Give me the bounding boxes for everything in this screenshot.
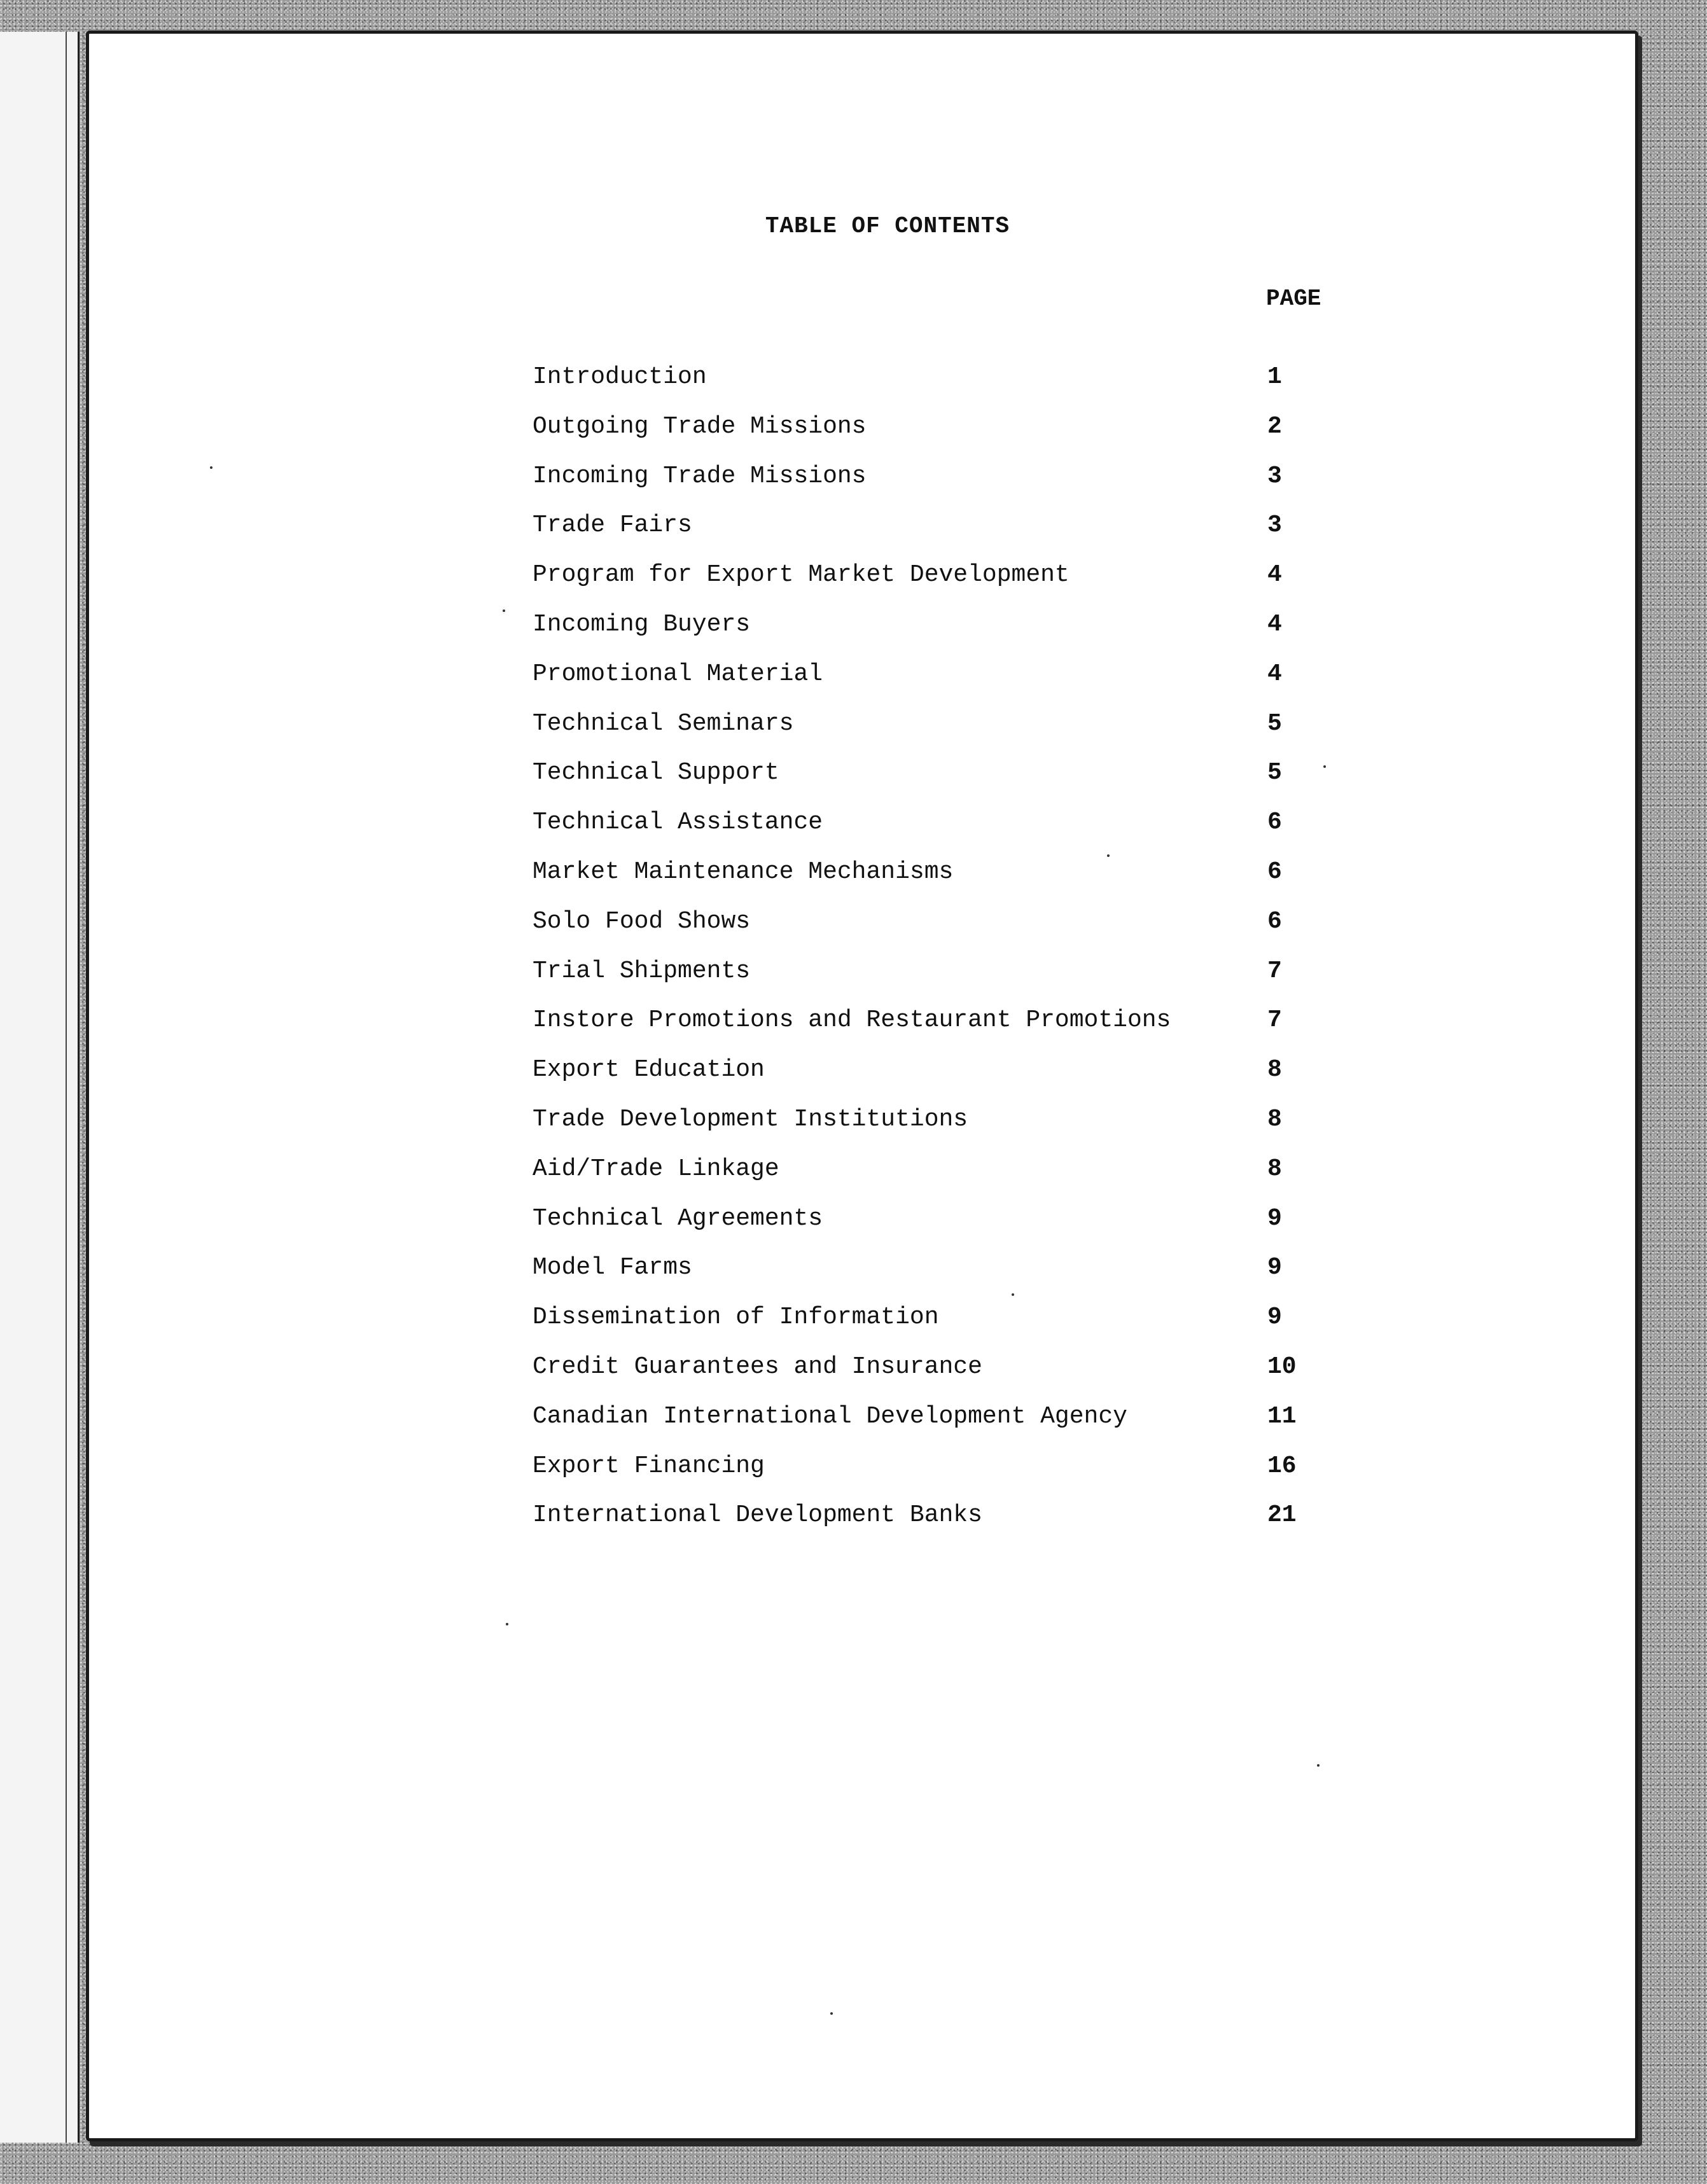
toc-entry-page: 6 bbox=[1267, 809, 1282, 837]
toc-entry-title: Program for Export Market Development bbox=[533, 561, 1069, 589]
toc-entry-title: Outgoing Trade Missions bbox=[533, 412, 867, 440]
toc-entry-title: Aid/Trade Linkage bbox=[533, 1155, 779, 1183]
toc-entry-title: Technical Agreements bbox=[533, 1204, 823, 1232]
toc-entry bbox=[533, 408, 1360, 457]
toc-entry bbox=[533, 1496, 1360, 1546]
scan-speck bbox=[830, 2012, 833, 2015]
toc-entry bbox=[533, 1249, 1360, 1298]
toc-entry-title: Dissemination of Information bbox=[533, 1304, 939, 1332]
toc-entry-title: Trade Fairs bbox=[533, 511, 692, 539]
toc-entry-page: 5 bbox=[1267, 709, 1282, 737]
toc-entry bbox=[533, 556, 1360, 606]
toc-entry bbox=[533, 1150, 1360, 1200]
toc-entry-page: 4 bbox=[1267, 610, 1282, 638]
toc-entry-title: International Development Banks bbox=[533, 1501, 982, 1529]
toc-entry-page: 8 bbox=[1267, 1056, 1282, 1084]
toc-entry-page: 10 bbox=[1267, 1353, 1297, 1381]
toc-entry-title: Trade Development Institutions bbox=[533, 1105, 968, 1133]
toc-entry-title: Incoming Trade Missions bbox=[533, 462, 867, 490]
toc-entry-page: 3 bbox=[1267, 462, 1282, 490]
toc-list bbox=[533, 358, 1360, 1546]
toc-entry bbox=[533, 1001, 1360, 1051]
toc-entry-title: Canadian International Development Agency bbox=[533, 1402, 1127, 1430]
toc-entry-title: Trial Shipments bbox=[533, 957, 751, 985]
toc-entry-page: 8 bbox=[1267, 1105, 1282, 1133]
toc-entry bbox=[533, 1447, 1360, 1497]
toc-entry bbox=[533, 803, 1360, 853]
toc-entry-page: 4 bbox=[1267, 660, 1282, 688]
toc-entry bbox=[533, 1101, 1360, 1150]
toc-entry bbox=[533, 952, 1360, 1002]
toc-entry bbox=[533, 1298, 1360, 1348]
toc-entry-page: 3 bbox=[1267, 511, 1282, 539]
toc-entry-page: 7 bbox=[1267, 957, 1282, 985]
page-title: TABLE OF CONTENTS bbox=[765, 213, 1010, 239]
toc-entry-title: Credit Guarantees and Insurance bbox=[533, 1353, 982, 1381]
toc-entry-page: 9 bbox=[1267, 1254, 1282, 1282]
toc-entry-title: Technical Seminars bbox=[533, 709, 794, 737]
scan-speck bbox=[503, 609, 505, 612]
binding-edge bbox=[0, 32, 80, 2143]
toc-entry bbox=[533, 1348, 1360, 1398]
toc-entry bbox=[533, 506, 1360, 556]
toc-entry-page: 9 bbox=[1267, 1304, 1282, 1332]
toc-entry-title: Export Education bbox=[533, 1056, 765, 1084]
toc-entry-title: Market Maintenance Mechanisms bbox=[533, 858, 954, 886]
page-column-header: PAGE bbox=[1266, 286, 1321, 312]
toc-entry-page: 11 bbox=[1267, 1402, 1297, 1430]
toc-entry-title: Model Farms bbox=[533, 1254, 692, 1282]
toc-entry bbox=[533, 1200, 1360, 1249]
toc-entry-page: 8 bbox=[1267, 1155, 1282, 1183]
toc-entry bbox=[533, 705, 1360, 755]
toc-entry-title: Instore Promotions and Restaurant Promotions bbox=[533, 1006, 1171, 1034]
toc-entry-title: Technical Assistance bbox=[533, 809, 823, 837]
toc-entry bbox=[533, 853, 1360, 903]
toc-entry-title: Promotional Material bbox=[533, 660, 823, 688]
scan-speck bbox=[506, 1623, 508, 1625]
toc-entry-title: Solo Food Shows bbox=[533, 907, 751, 935]
toc-entry bbox=[533, 1051, 1360, 1101]
scan-speck bbox=[1107, 854, 1110, 857]
toc-entry bbox=[533, 606, 1360, 655]
scan-speck bbox=[210, 466, 213, 469]
scan-speck bbox=[1012, 1293, 1014, 1296]
scan-speck bbox=[1317, 1764, 1320, 1767]
toc-entry-page: 9 bbox=[1267, 1204, 1282, 1232]
toc-entry-page: 5 bbox=[1267, 759, 1282, 787]
toc-entry-page: 2 bbox=[1267, 412, 1282, 440]
toc-entry bbox=[533, 1398, 1360, 1447]
toc-entry-page: 1 bbox=[1267, 363, 1282, 391]
scan-speck bbox=[1323, 765, 1326, 768]
toc-entry-page: 6 bbox=[1267, 907, 1282, 935]
toc-entry-page: 7 bbox=[1267, 1006, 1282, 1034]
toc-entry bbox=[533, 358, 1360, 408]
toc-entry-page: 6 bbox=[1267, 858, 1282, 886]
toc-entry-page: 16 bbox=[1267, 1452, 1297, 1480]
toc-entry bbox=[533, 655, 1360, 705]
toc-entry-title: Technical Support bbox=[533, 759, 779, 787]
toc-entry bbox=[533, 457, 1360, 507]
toc-entry bbox=[533, 903, 1360, 952]
toc-entry-title: Incoming Buyers bbox=[533, 610, 751, 638]
document-page bbox=[86, 31, 1638, 2141]
toc-entry bbox=[533, 754, 1360, 803]
toc-entry-title: Introduction bbox=[533, 363, 707, 391]
toc-entry-title: Export Financing bbox=[533, 1452, 765, 1480]
toc-entry-page: 4 bbox=[1267, 561, 1282, 589]
toc-entry-page: 21 bbox=[1267, 1501, 1297, 1529]
